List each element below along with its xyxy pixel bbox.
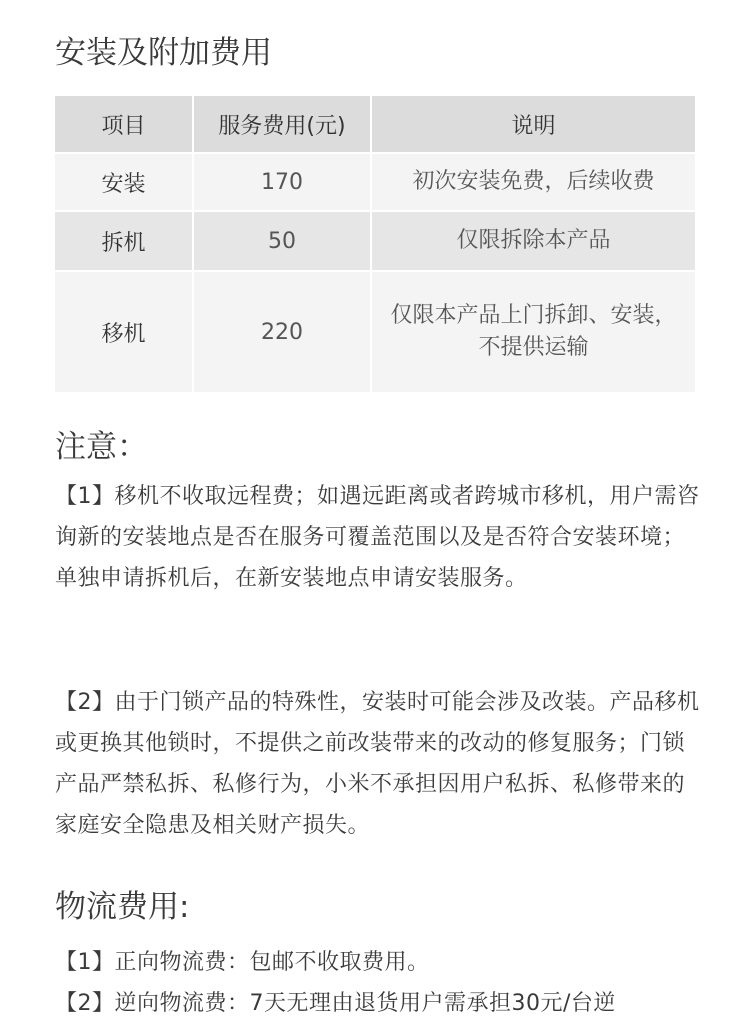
logistics-section-title: 物流费用: — [55, 889, 190, 925]
cell-item: 拆机 — [55, 211, 193, 271]
cell-description — [371, 153, 695, 211]
header-description: 说明 — [371, 96, 695, 153]
table-row — [55, 271, 695, 393]
logistics-paragraph-2: 【2】逆向物流费：7天无理由退货用户需承担30元/台逆 — [55, 991, 616, 1016]
cell-price: 50 — [193, 211, 371, 271]
fees-section-title: 安装及附加费用 — [55, 35, 272, 71]
description-line: 仅限本产品上门拆卸、安装， — [390, 303, 677, 328]
cell-price: 220 — [193, 271, 371, 393]
header-item: 项目 — [55, 96, 193, 153]
table-header-row — [55, 96, 695, 153]
cell-item: 安装 — [55, 153, 193, 211]
logistics-paragraph-1: 【1】正向物流费：包邮不收取费用。 — [55, 950, 430, 975]
cell-description — [371, 211, 695, 271]
fee-table — [55, 96, 695, 394]
description-line: 初次安装免费，后续收费 — [412, 169, 655, 194]
table-row — [55, 211, 695, 271]
header-price: 服务费用(元) — [193, 96, 371, 153]
cell-description — [371, 271, 695, 393]
notice-section-title: 注意： — [55, 429, 148, 465]
description-line: 不提供运输 — [478, 335, 589, 360]
cell-item: 移机 — [55, 271, 193, 393]
notice-paragraph-2: 【2】由于门锁产品的特殊性，安装时可能会涉及改装。产品移机或更换其他锁时，不提供之前改装带来的改动的修复服务；门锁产品严禁私拆、私修行为，小米不承担因用户私拆、私修带来的家庭安全隐患及相关财产损失。 — [55, 690, 700, 838]
cell-price: 170 — [193, 153, 371, 211]
description-line: 仅限拆除本产品 — [456, 228, 611, 253]
table-row — [55, 153, 695, 211]
notice-paragraph-1: 【1】移机不收取远程费；如遇远距离或者跨城市移机，用户需咨询新的安装地点是否在服务可覆盖范围以及是否符合安装环境；单独申请拆机后，在新安装地点申请安装服务。 — [55, 484, 700, 591]
